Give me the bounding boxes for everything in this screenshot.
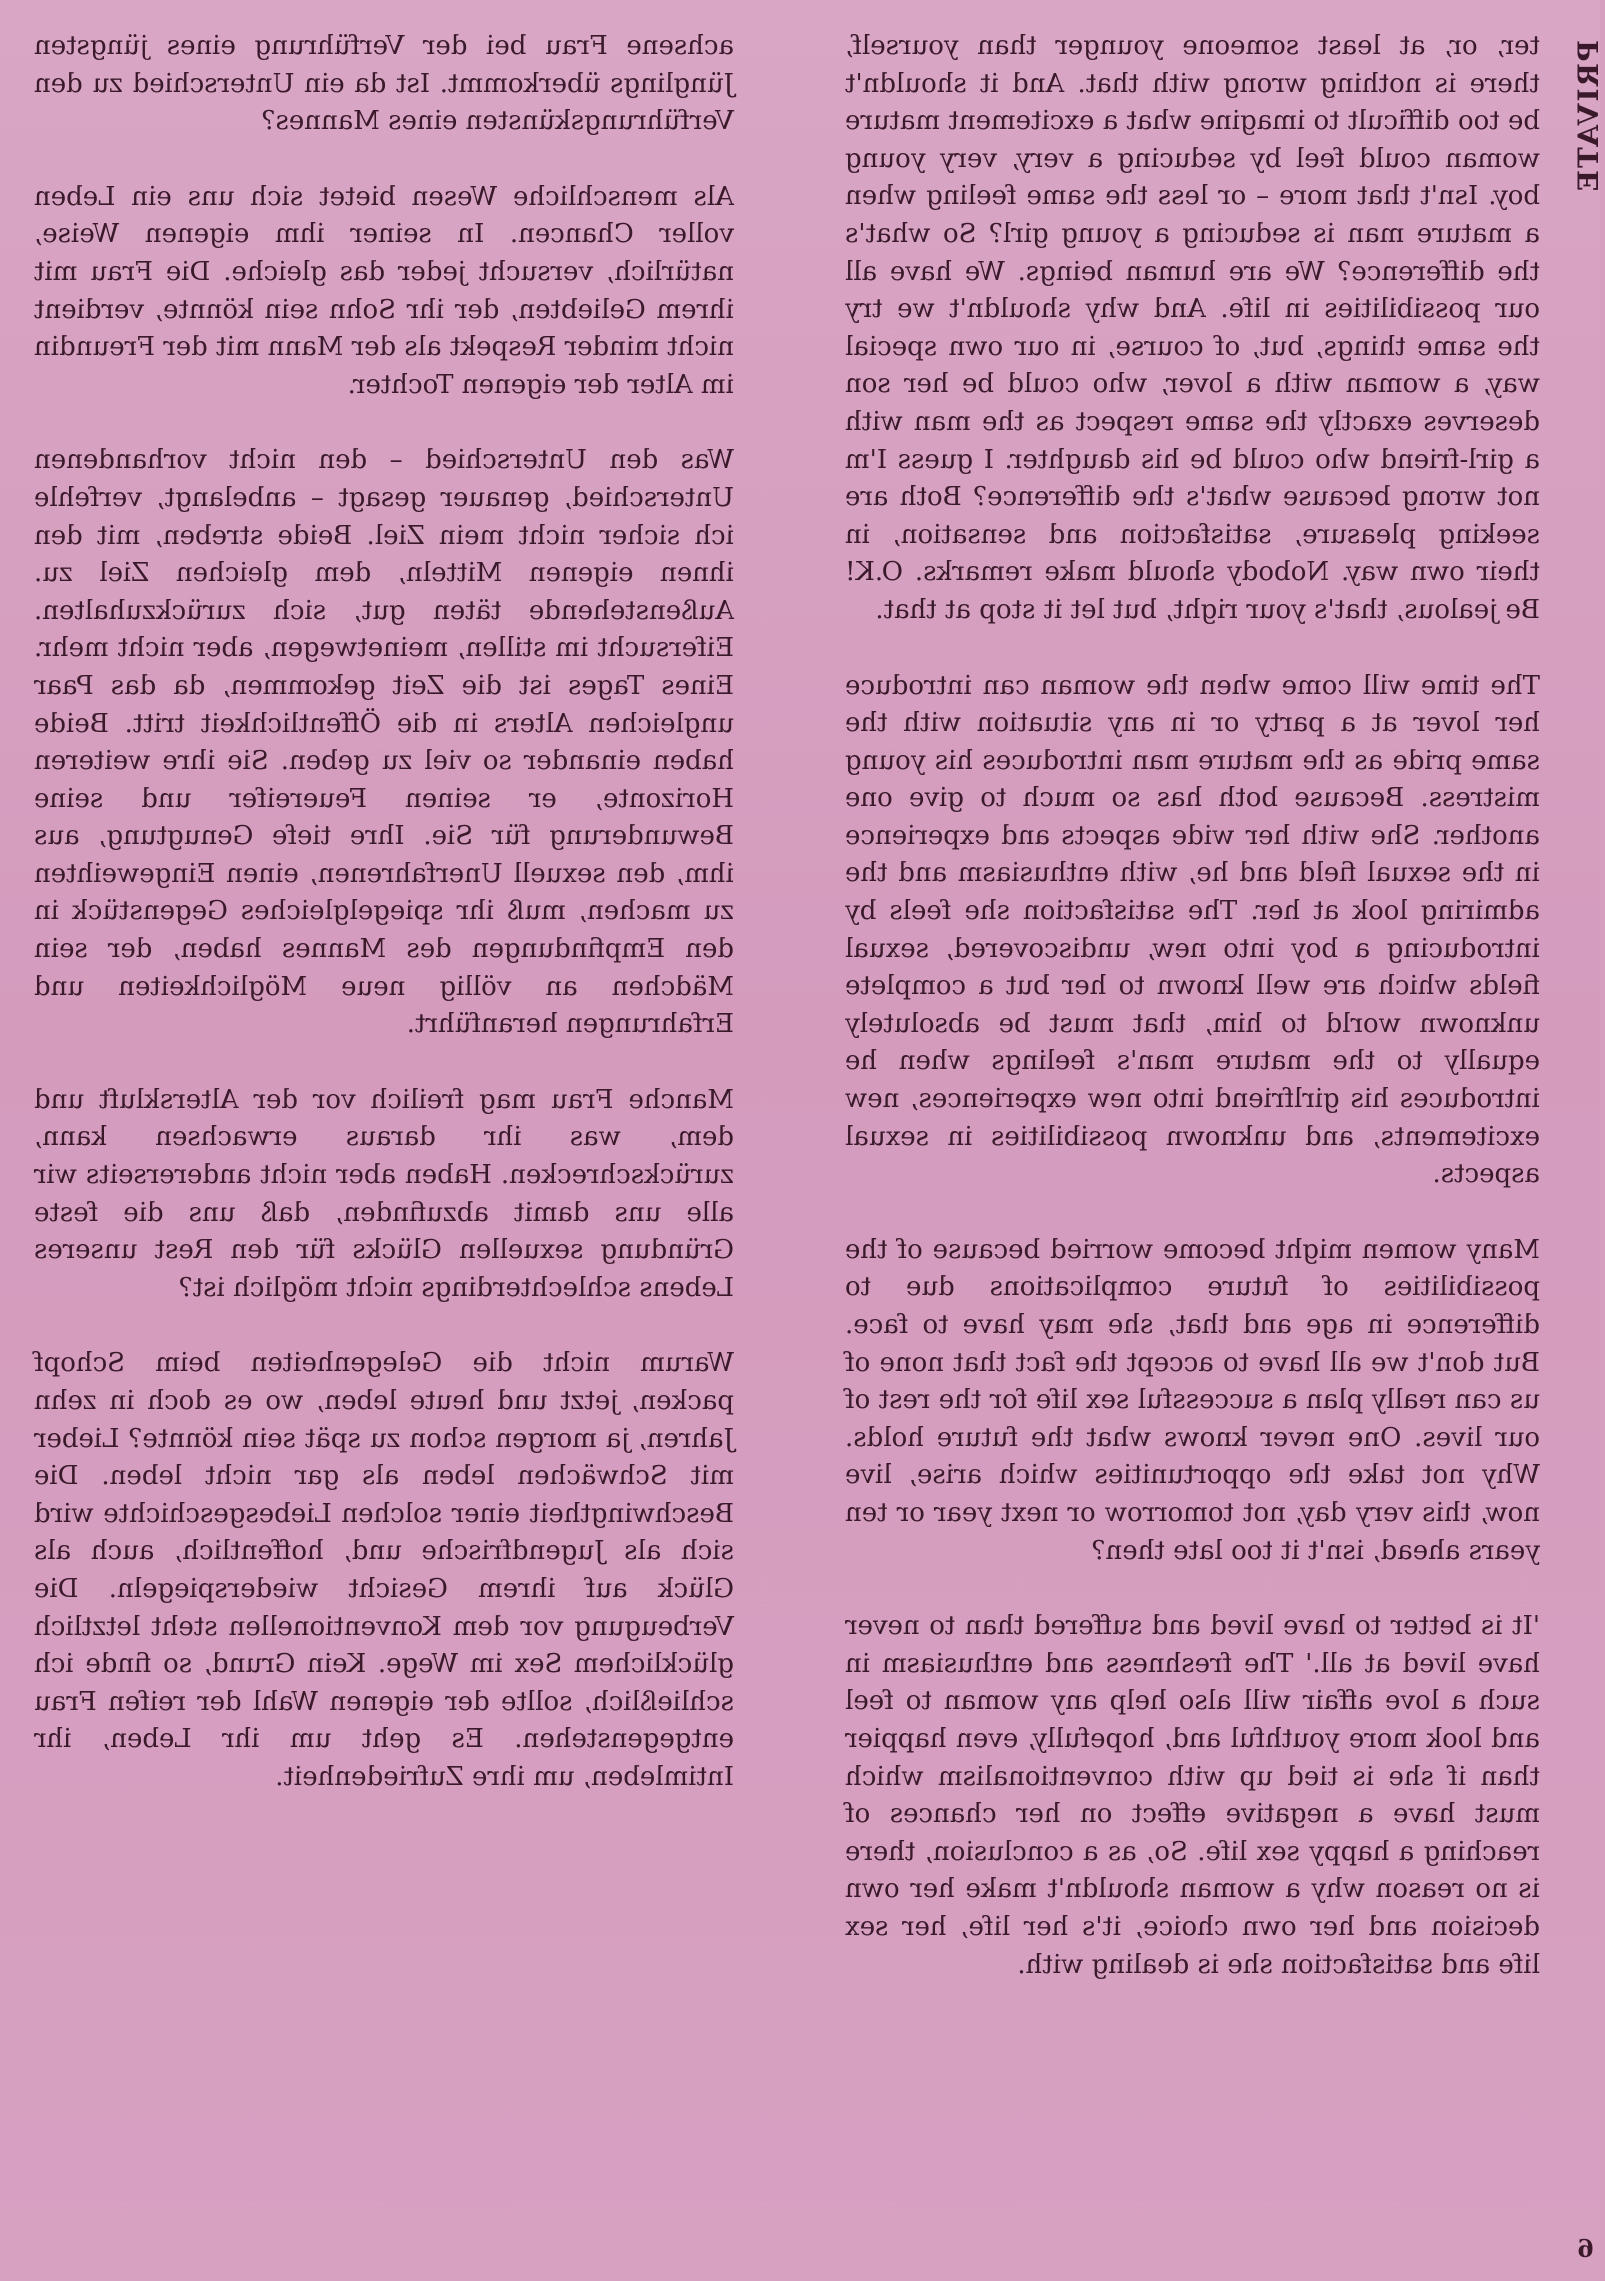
paragraph: The time will come when the woman can introduce her lover at a party or in any situation with the same pride as the mature man introduces his young mistress. Because both has so much to give one another. She with her wide aspects and experience in the sexual field and he, with enthusiasm and the admiring look at her. The satisfaction she feels by introducing a boy into new, undiscovered, sexual fields which are well known to her but a complete unknown world to him, that must be absolutely equally to the mature man's feelings when he introduces his girlfriend into new experiences, new excitements, and unknown possibilities in sexual aspects. [845,670,1540,1190]
page-number: 6 [1577,2234,1594,2263]
german-column [34,28,734,1835]
paragraph: Many women might become worried because of the possibilities of future complications due to difference in age and that, she may have to face. But don't we all have to accept the fact that none of us can really plan a successful sex life for the rest of our lives. One never knows what the future holds. Why not take the opportunities which arise, live now, this very day, not tomorrow or next year or ten years ahead, isn't it too late then? [845,1234,1540,1566]
paragraph: achsene Frau bei der Verführung eines jüngsten Jünglings überkommt. Ist da ein Unterschied zu den Verführungskünsten eines Mannes? [34,31,734,137]
paragraph: Warum nicht die Gelegenheiten beim Schopf packen, jetzt und heute leben, wo es doch in zehn Jahren, ja morgen schon zu spät sein könnte? Lieber mit Schwächen leben als gar nicht leben. Die Beschwingtheit einer solchen Liebesgeschichte wird sich als Jugendfrische und, hoffentlich, auch als Glück auf ihrem Gesicht wiederspiegeln. Die Verbeugung vor dem Konventionellen steht letztlich glücklichem Sex im Wege. Kein Grund, so finde ich schließlich, sollte der eigenen Wahl der reifen Frau entgegenstehen. Es geht um ihr Leben, ihr Intimleben, um ihre Zufriedenheit. [34,1348,734,1792]
running-title: PRIVATE [1572,40,1605,194]
paragraph: Was den Unterschied – den nicht vorhandenen Unterschied, genauer gesagt – anbelangt, verfehle ich sicher nicht mein Ziel. Beide streben, mit den ihnen eigenen Mitteln, dem gleichen Ziel zu. Außenstehende täten gut, sich zurückzuhalten. Eifersucht im stillen, meinetwegen, aber nicht mehr. Eines Tages ist die Zeit gekommen, da das Paar ungleichen Alters in die Öffentlichkeit tritt. Beide haben einander so viel zu geben. Sie ihre weiteren Horizonte, er seinen Feuereifer und seine Bewunderung für Sie. Ihre tiefe Genugtung, aus ihm, den sexuell Unerfahrenen, einen Eingeweihten zu machen, muß ihr spiegelgleiches Gegenstück in den Empfindungen des Mannes haben, der sein Mädchen an völlig neue Möglichkeiten und Erfahrungen heranführt. [34,445,734,1040]
english-column [845,28,1540,2022]
paragraph: Als menschliche Wesen bietet sich uns ein Leben voller Chancen. In seiner ihm eigenen Weise, natürlich, versucht jeder das gleiche. Die Frau mit ihrem Geliebten, der ihr Sohn sein könnte, verdient nicht minder Respekt als der Mann mit der Freundin im Alter der eigenen Tochter. [34,181,734,400]
paragraph: 'It is better to have lived and suffered than to never have lived at all.' The freshness and enthusiasm in such a love affair will also help any woman to feel and look more youthful and, hopefully, even happier than if she is tied up with conventionalism which must have a negative effect on her chances of reaching a happy sex life. So, as a conclusion, there is no reason why a woman shouldn't make her own decision and her own choice, it's her life, her sex life and satisfaction she is dealing with. [845,1611,1540,1980]
paragraph: ter, or, at least someone younger than yourself, there is nothing wrong with that. And it shouldn't be too difficult to imagine what a excitement mature woman could feel by seducing a very, very young boy. Isn't that more – or less the same feeling when a mature man is seducing a young girl? So what's the difference? We are human beings. We have all our possibilities in life. And why shouldn't we try the same things, but, of course, in our own special way, a woman with a lover, who could be her son deserves exactly the same respect as the man with a girl-friend who could be his daughter. I guess I'm not wrong because what's the difference? Both are seeking pleasure, satisfaction and sensation, in their own way. Nobody should make remarks. O.K! Be jealous, that's your right, but let it stop at that. [845,31,1540,625]
paragraph: Manche Frau mag freilich vor der Alterskluft und dem, was ihr daraus erwachsen kann, zurückschrecken. Haben aber nicht andererseits wir alle uns damit abzufinden, daß uns die feste Gründung sexuellen Glücks für den Rest unseres Lebens schlechterdings nicht möglich ist? [34,1084,734,1303]
